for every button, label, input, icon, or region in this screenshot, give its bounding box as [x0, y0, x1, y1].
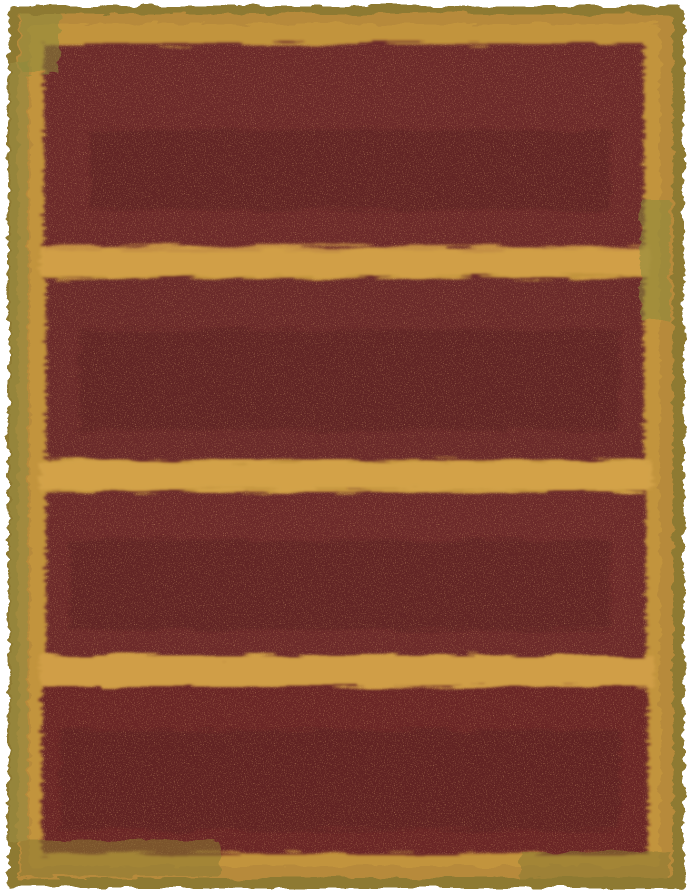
divider-1 — [40, 246, 650, 276]
divider-2 — [40, 462, 652, 490]
band-speckle — [42, 44, 648, 854]
divider-3 — [40, 656, 654, 686]
left-edge-strip — [10, 60, 28, 840]
